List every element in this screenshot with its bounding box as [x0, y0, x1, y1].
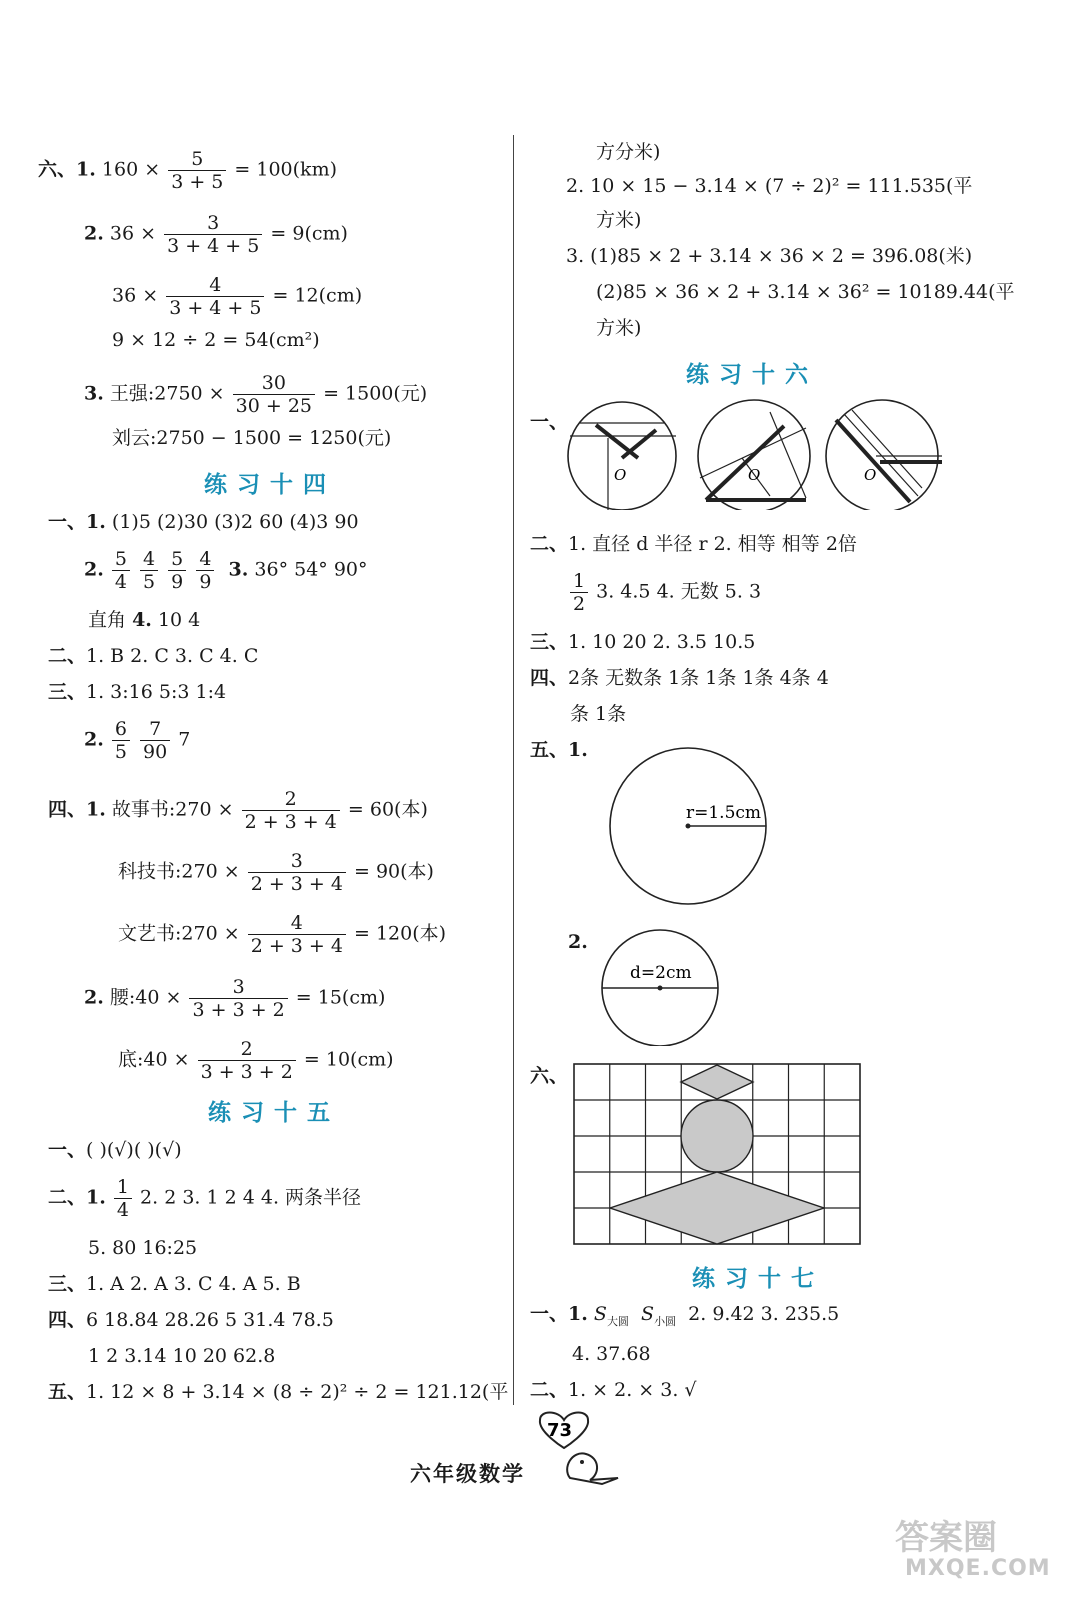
svg-text:73: 73 [547, 1420, 573, 1441]
s6-q2c: 9 × 12 ÷ 2 = 54(cm²) [112, 329, 320, 351]
fraction: $\frac{5}{3 + 5}$ [168, 148, 226, 193]
r-line6: 方米) [596, 317, 642, 339]
e17-line3: 二、1. × 2. × 3. √ [530, 1379, 697, 1401]
e14-line8: 科技书:270 × $\frac{3}{2 + 3 + 4}$ = 90(本) [118, 850, 434, 895]
e16-line5: 四、2条 无数条 1条 1条 1条 4条 4 [530, 667, 829, 689]
e14-line7: 四、1. 故事书:270 × $\frac{2}{2 + 3 + 4}$ = 60(本) [48, 788, 428, 833]
e15-line4: 三、1. A 2. A 3. C 4. A 5. B [48, 1273, 301, 1295]
e14-line1: 一、1. (1)5 (2)30 (3)2 60 (4)3 90 [48, 511, 359, 533]
e16-label-1: 一、 [530, 411, 569, 433]
section-title-14: 练习十四 [204, 472, 336, 498]
small-rhombus [681, 1065, 753, 1099]
s6-q3b: 刘云:2750 − 1500 = 1250(元) [112, 427, 392, 449]
e14-line10: 2. 腰:40 × $\frac{3}{3 + 3 + 2}$ = 15(cm) [84, 976, 386, 1021]
svg-text:d=2cm: d=2cm [630, 963, 692, 983]
circle-diameter-diagram [594, 926, 728, 1046]
fraction: $\frac{4}{3 + 4 + 5}$ [166, 274, 264, 319]
e16-line2: 二、1. 直径 d 半径 r 2. 相等 相等 2倍 [530, 533, 857, 555]
r-line2: 2. 10 × 15 − 3.14 × (7 ÷ 2)² = 111.535(平 [566, 175, 973, 197]
s6-q2b: 36 × $\frac{4}{3 + 4 + 5}$ = 12(cm) [112, 274, 363, 319]
e16-line7-label: 五、1. [530, 739, 588, 761]
r-line1: 方分米) [596, 141, 661, 163]
r-line5: (2)85 × 36 × 2 + 3.14 × 36² = 10189.44(平 [596, 281, 1015, 303]
svg-text:O: O [748, 466, 761, 484]
s6-q3a: 3. 王强:2750 × $\frac{30}{30 + 25}$ = 1500(元) [84, 372, 428, 417]
section-title-16: 练习十六 [686, 362, 818, 388]
e14-line2: 2. $\frac{5}{4}$ $\frac{4}{5}$ $\frac{5}{9}$ $\frac{4}{9}$ 3. 36° 54° 90° [84, 548, 368, 593]
e14-line5: 三、1. 3:16 5:3 1:4 [48, 681, 227, 703]
circle-radius-diagram [594, 736, 784, 906]
svg-text:O: O [614, 466, 627, 484]
grid-figure [572, 1062, 862, 1246]
e15-line5: 四、6 18.84 28.26 5 31.4 78.5 [48, 1309, 334, 1331]
e16-line3: $\frac{1}{2}$ 3. 4.5 4. 无数 5. 3 [568, 570, 761, 615]
e15-line1: 一、( )(√)( )(√) [48, 1139, 182, 1161]
section-title-15: 练习十五 [208, 1100, 340, 1126]
e14-line4: 二、1. B 2. C 3. C 4. C [48, 645, 259, 667]
circle-diagram-2 [698, 400, 810, 510]
s6-q2a: 2. 36 × $\frac{3}{3 + 4 + 5}$ = 9(cm) [84, 212, 348, 257]
watermark-url: MXQE.COM [905, 1556, 1051, 1581]
circle-diagram-3 [826, 400, 942, 510]
circle-diagrams [560, 398, 950, 510]
e16-line6: 条 1条 [570, 703, 627, 725]
footer-title: 六年级数学 [410, 1462, 525, 1486]
r-line3: 方米) [596, 209, 642, 231]
section-title-17: 练习十七 [692, 1266, 824, 1292]
watermark-logo: 答案圈 [895, 1518, 997, 1558]
e15-line6: 1 2 3.14 10 20 62.8 [88, 1345, 276, 1367]
e14-line6: 2. $\frac{6}{5}$ $\frac{7}{90}$ 7 [84, 718, 191, 763]
middle-circle [681, 1100, 753, 1172]
page-number-mascot-icon [520, 1408, 640, 1488]
e15-line3: 5. 80 16:25 [88, 1237, 198, 1259]
r-line4: 3. (1)85 × 2 + 3.14 × 36 × 2 = 396.08(米) [566, 245, 973, 267]
e14-line3: 直角 4. 10 4 [88, 609, 201, 631]
s6-q1: 六、1. 160 × $\frac{5}{3 + 5}$ = 100(km) [38, 148, 338, 193]
svg-text:r=1.5cm: r=1.5cm [686, 803, 762, 823]
e17-line2: 4. 37.68 [572, 1343, 651, 1365]
fraction: $\frac{3}{3 + 4 + 5}$ [164, 212, 262, 257]
e17-line1: 一、1. $S_{大圆}$ $S_{小圆}$ 2. 9.42 3. 235.5 [530, 1303, 840, 1328]
svg-text:O: O [864, 466, 877, 484]
circle-diagram-1 [568, 402, 676, 510]
e16-line7-num2: 2. [568, 931, 588, 953]
fraction: $\frac{30}{30 + 25}$ [233, 372, 315, 417]
e14-line11: 底:40 × $\frac{2}{3 + 3 + 2}$ = 10(cm) [118, 1038, 394, 1083]
e15-line2: 二、1. $\frac{1}{4}$ 2. 2 3. 1 2 4 4. 两条半径 [48, 1176, 362, 1221]
large-rhombus [610, 1172, 824, 1244]
column-divider [513, 135, 514, 1405]
e14-line9: 文艺书:270 × $\frac{4}{2 + 3 + 4}$ = 120(本) [118, 912, 447, 957]
e16-line8-label: 六、 [530, 1065, 569, 1087]
e15-line7: 五、1. 12 × 8 + 3.14 × (8 ÷ 2)² ÷ 2 = 121.12(平 [48, 1381, 509, 1403]
e16-line4: 三、1. 10 20 2. 3.5 10.5 [530, 631, 756, 653]
